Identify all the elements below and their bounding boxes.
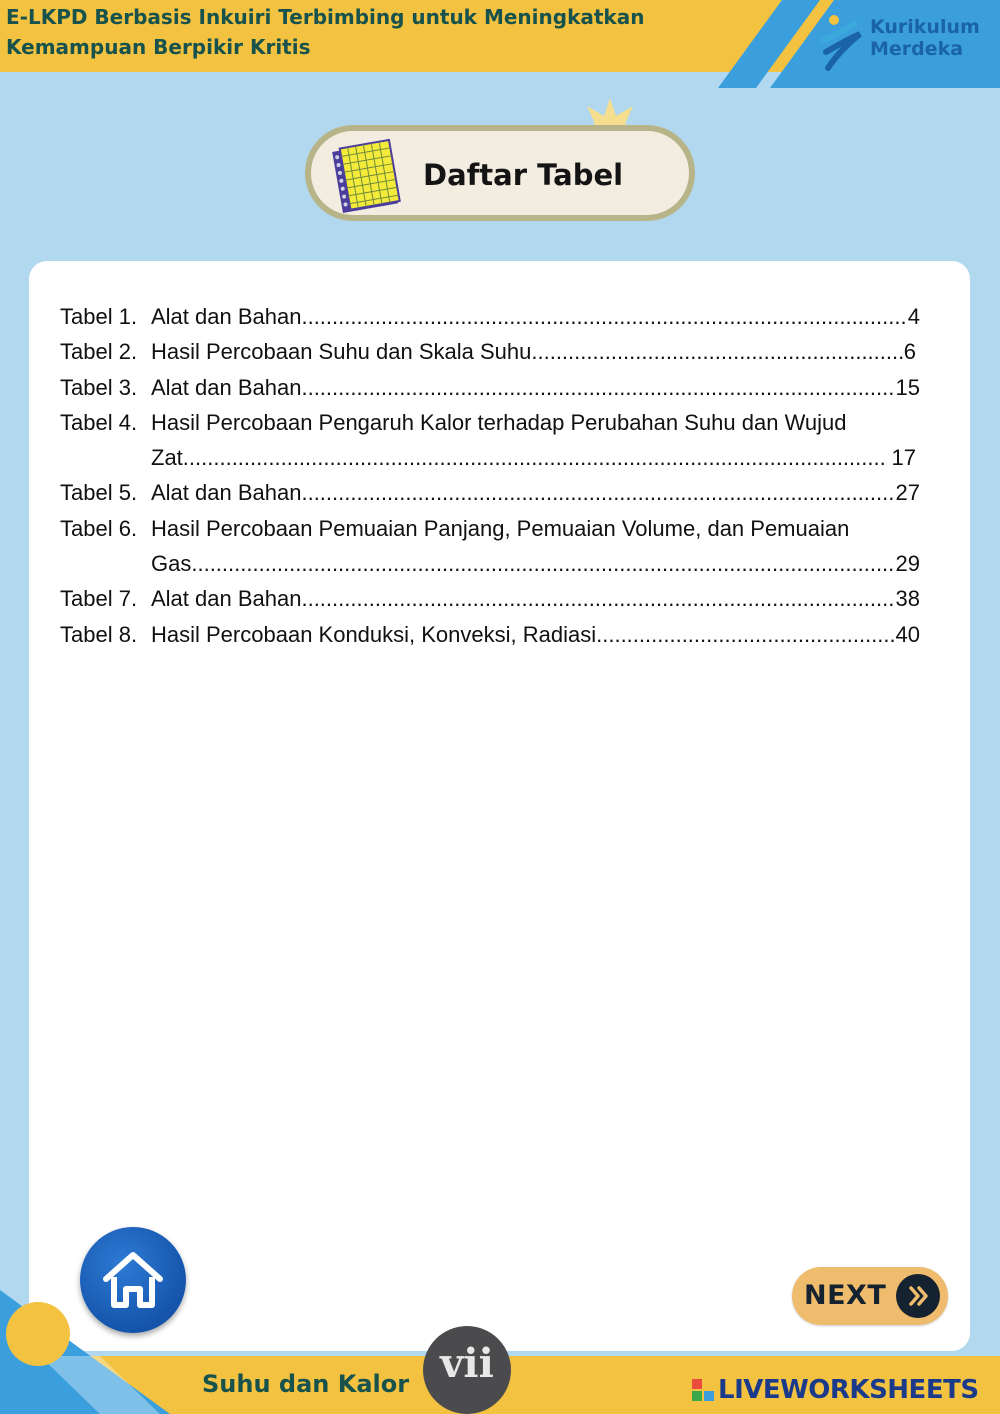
toc-entry[interactable] bbox=[60, 617, 920, 652]
toc-entry-label: Tabel 2. bbox=[60, 339, 138, 365]
toc-entry-page: 27 bbox=[895, 480, 920, 506]
toc-entry-title-continued: Zat bbox=[151, 445, 183, 471]
next-button-label: NEXT bbox=[804, 1280, 887, 1311]
kurikulum-merdeka-logo-icon bbox=[820, 12, 866, 72]
toc-entry[interactable] bbox=[60, 405, 920, 476]
page-title: Daftar Tabel bbox=[423, 158, 624, 192]
toc-entry-label: Tabel 4. bbox=[60, 409, 138, 435]
home-icon bbox=[100, 1247, 166, 1313]
leader-dots bbox=[301, 370, 895, 405]
toc-entry-label: Tabel 6. bbox=[60, 515, 138, 541]
toc-entry[interactable] bbox=[60, 299, 920, 334]
liveworksheets-brand: LIVEWORKSHEETS bbox=[718, 1375, 979, 1405]
toc-entry-page: 29 bbox=[895, 551, 920, 577]
leader-dots bbox=[596, 617, 895, 652]
page-number: vii bbox=[440, 1340, 494, 1387]
toc-entry-page: 40 bbox=[895, 621, 920, 647]
kurikulum-merdeka-logo: Kurikulum Merdeka bbox=[820, 12, 990, 72]
toc-entry[interactable] bbox=[60, 511, 920, 582]
toc-entry-page: 6 bbox=[903, 339, 916, 365]
toc-entry-label: Tabel 7. bbox=[60, 586, 138, 612]
footer-circle-decoration bbox=[6, 1302, 70, 1366]
toc-entry-page: 17 bbox=[885, 445, 916, 471]
leader-dots bbox=[301, 299, 907, 334]
leader-dots bbox=[531, 334, 903, 369]
toc-entry-title: Hasil Percobaan Konduksi, Konveksi, Radiasi bbox=[151, 621, 597, 647]
toc-entry[interactable] bbox=[60, 475, 920, 510]
footer-title: Suhu dan Kalor bbox=[202, 1370, 410, 1398]
toc-entry-page: 38 bbox=[895, 586, 920, 612]
toc-entry-title: Alat dan Bahan bbox=[151, 304, 302, 329]
toc-entry[interactable] bbox=[60, 370, 920, 405]
toc-entry-title: Hasil Percobaan Pemuaian Panjang, Pemuaian Volume, dan Pemuaian bbox=[151, 515, 850, 541]
toc-entry-label: Tabel 1. bbox=[60, 304, 138, 329]
toc-entry-label: Tabel 5. bbox=[60, 480, 138, 506]
toc-entry-title: Alat dan Bahan bbox=[151, 480, 302, 506]
toc-entry-title: Hasil Percobaan Pengaruh Kalor terhadap Perubahan Suhu dan Wujud bbox=[151, 409, 847, 435]
toc-entry-title: Alat dan Bahan bbox=[151, 586, 302, 612]
toc-entry-title: Alat dan Bahan bbox=[151, 374, 302, 400]
toc-entry-title: Hasil Percobaan Suhu dan Skala Suhu bbox=[151, 339, 532, 365]
liveworksheets-icon bbox=[692, 1379, 714, 1401]
leader-dots bbox=[183, 440, 886, 475]
toc-entry[interactable] bbox=[60, 334, 920, 369]
home-button[interactable] bbox=[80, 1227, 186, 1333]
leader-dots bbox=[301, 581, 895, 616]
leader-dots bbox=[191, 546, 895, 581]
notebook-icon bbox=[323, 137, 403, 217]
leader-dots bbox=[301, 475, 895, 510]
table-list bbox=[60, 299, 920, 652]
page-number-badge bbox=[423, 1326, 511, 1414]
toc-entry-page: 4 bbox=[907, 304, 920, 329]
toc-entry-label: Tabel 8. bbox=[60, 621, 138, 647]
document-title: E-LKPD Berbasis Inkuiri Terbimbing untuk Meningkatkan Kemampuan Berpikir Kritis bbox=[6, 5, 645, 59]
next-button[interactable] bbox=[792, 1267, 948, 1325]
double-chevron-right-icon bbox=[896, 1274, 940, 1318]
toc-entry-label: Tabel 3. bbox=[60, 374, 138, 400]
toc-entry-title-continued: Gas bbox=[151, 551, 192, 577]
toc-entry[interactable] bbox=[60, 581, 920, 616]
toc-entry-page: 15 bbox=[895, 374, 920, 400]
